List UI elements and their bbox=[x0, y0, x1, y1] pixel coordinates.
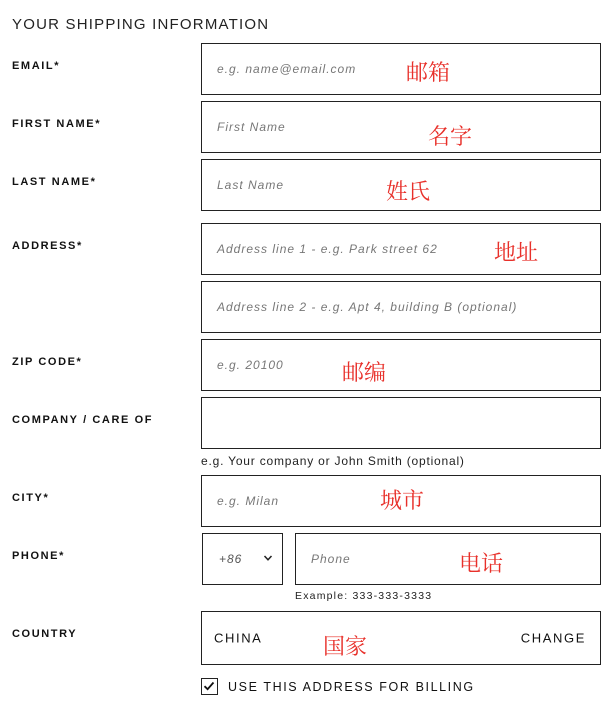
zip-label: ZIP CODE* bbox=[12, 356, 83, 368]
zip-placeholder: e.g. 20100 bbox=[217, 358, 284, 372]
billing-checkbox[interactable] bbox=[201, 678, 218, 695]
chevron-down-icon bbox=[263, 553, 273, 563]
address-line-1-placeholder: Address line 1 - e.g. Park street 62 bbox=[217, 242, 438, 256]
country-selector bbox=[201, 611, 601, 665]
address-line-2-placeholder: Address line 2 - e.g. Apt 4, building B (optional) bbox=[217, 300, 518, 314]
last-name-annotation: 姓氏 bbox=[386, 180, 431, 205]
first-name-field[interactable] bbox=[201, 101, 601, 153]
country-code-select[interactable] bbox=[202, 533, 283, 585]
email-label: EMAIL* bbox=[12, 60, 61, 72]
company-hint: e.g. Your company or John Smith (optional) bbox=[201, 454, 465, 468]
city-label: CITY* bbox=[12, 492, 50, 504]
address-annotation: 地址 bbox=[494, 241, 539, 266]
address-label: ADDRESS* bbox=[12, 240, 83, 252]
phone-label: PHONE* bbox=[12, 550, 65, 562]
email-placeholder: e.g. name@email.com bbox=[217, 62, 357, 76]
country-annotation: 国家 bbox=[323, 635, 368, 660]
email-annotation: 邮箱 bbox=[406, 61, 451, 86]
last-name-label: LAST NAME* bbox=[12, 176, 97, 188]
address-line-2-field[interactable] bbox=[201, 281, 601, 333]
phone-hint: Example: 333-333-3333 bbox=[295, 590, 433, 602]
address-line-1-field[interactable] bbox=[201, 223, 601, 275]
company-label: COMPANY / CARE OF bbox=[12, 414, 154, 426]
zip-annotation: 邮编 bbox=[342, 361, 387, 386]
first-name-annotation: 名字 bbox=[428, 125, 473, 150]
company-field[interactable] bbox=[201, 397, 601, 449]
zip-field[interactable] bbox=[201, 339, 601, 391]
section-title: YOUR SHIPPING INFORMATION bbox=[12, 16, 270, 33]
last-name-placeholder: Last Name bbox=[217, 178, 285, 192]
email-field[interactable] bbox=[201, 43, 601, 95]
billing-checkbox-label[interactable]: USE THIS ADDRESS FOR BILLING bbox=[228, 680, 475, 694]
check-icon bbox=[203, 680, 215, 692]
country-code-value: +86 bbox=[219, 552, 243, 566]
first-name-placeholder: First Name bbox=[217, 120, 286, 134]
city-placeholder: e.g. Milan bbox=[217, 494, 280, 508]
country-value: CHINA bbox=[214, 630, 263, 646]
phone-field[interactable] bbox=[295, 533, 601, 585]
change-country-button[interactable]: CHANGE bbox=[520, 630, 586, 646]
city-annotation: 城市 bbox=[380, 489, 425, 514]
phone-placeholder: Phone bbox=[311, 552, 351, 566]
country-label: COUNTRY bbox=[12, 628, 78, 640]
first-name-label: FIRST NAME* bbox=[12, 118, 102, 130]
phone-annotation: 电话 bbox=[459, 552, 504, 577]
